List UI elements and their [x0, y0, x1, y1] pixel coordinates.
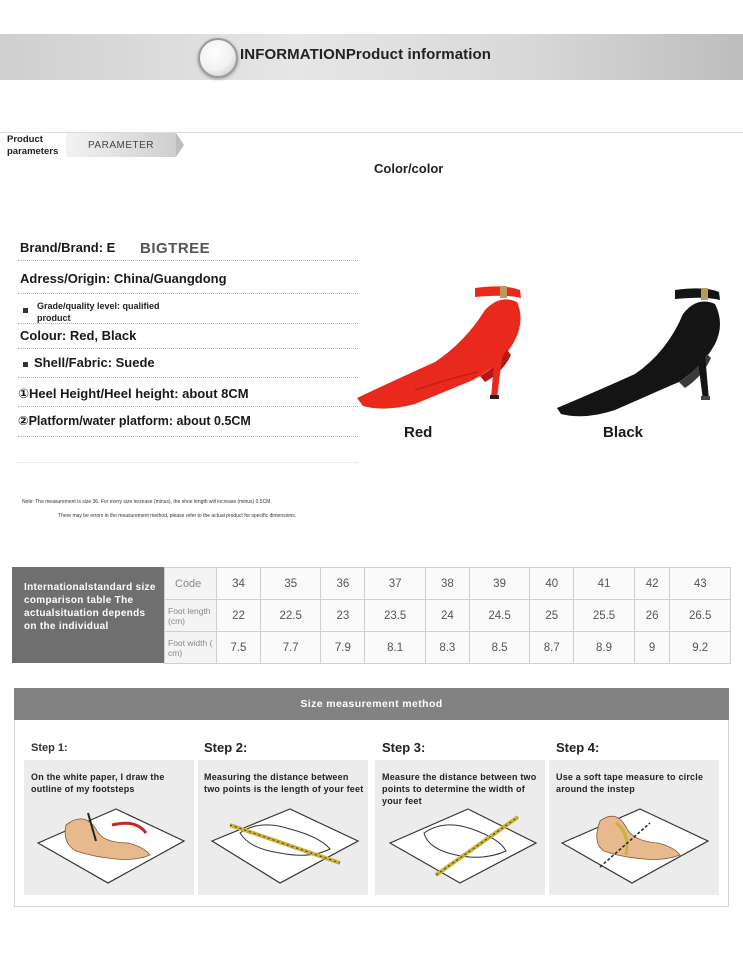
- size-cell: 22.5: [260, 600, 320, 632]
- spec-shell: Shell/Fabric: Suede: [34, 355, 155, 370]
- parameter-label-line1: Product: [7, 134, 43, 145]
- size-cell: 34: [217, 568, 261, 600]
- spec-grade: [37, 300, 160, 324]
- step-4-text: Use a soft tape measure to circle around the instep: [556, 772, 704, 794]
- size-cell: 26: [634, 600, 670, 632]
- size-cell: 23: [321, 600, 365, 632]
- spec-divider: [18, 406, 358, 407]
- spec-grade-line1: Grade/quality level: qualified: [37, 301, 160, 311]
- step-2-text: Measuring the distance between two points is the length of your feet: [204, 772, 364, 794]
- brand-name: BIGTREE: [140, 240, 211, 257]
- page-title: [240, 46, 491, 63]
- spec-divider: [18, 323, 358, 324]
- size-cell: 22: [217, 600, 261, 632]
- black-shoe-image: [555, 282, 730, 417]
- bullet-icon: [23, 362, 28, 367]
- header-circle-icon: [198, 38, 238, 78]
- size-cell: 26.5: [670, 600, 731, 632]
- row-head: Foot length (cm): [165, 600, 217, 632]
- size-cell: 25: [530, 600, 574, 632]
- title-part-b: Product information: [345, 46, 492, 63]
- size-table: [164, 567, 731, 664]
- size-row-foot-length: [165, 600, 731, 632]
- row-head: Foot width ( cm): [165, 632, 217, 664]
- size-cell: 35: [260, 568, 320, 600]
- step-4-title: Step 4:: [556, 740, 600, 755]
- spec-colour: Colour: Red, Black: [20, 328, 137, 343]
- size-cell: 37: [365, 568, 425, 600]
- spec-origin: Adress/Origin: China/Guangdong: [20, 271, 227, 286]
- size-row-code: [165, 568, 731, 600]
- spec-brand: Brand/Brand: E: [20, 240, 116, 255]
- spec-grade-line2: product: [37, 313, 71, 323]
- size-cell: 8.7: [530, 632, 574, 664]
- black-color-label: Black: [603, 424, 644, 441]
- parameter-tab: [66, 133, 176, 157]
- step-3-title: Step 3:: [382, 740, 426, 755]
- size-cell: 38: [425, 568, 469, 600]
- size-cell: 42: [634, 568, 670, 600]
- spec-divider: [18, 348, 358, 349]
- spec-divider: [18, 436, 358, 437]
- size-cell: 9.2: [670, 632, 731, 664]
- measurement-method-title: Size measurement method: [300, 698, 443, 710]
- step-3-illustration: [388, 803, 538, 885]
- step-1-title: Step 1:: [31, 742, 68, 754]
- parameter-tab-label: PARAMETER: [88, 140, 154, 151]
- size-cell: 8.3: [425, 632, 469, 664]
- size-row-foot-width: [165, 632, 731, 664]
- size-cell: 7.9: [321, 632, 365, 664]
- size-cell: 24.5: [469, 600, 529, 632]
- size-cell: 36: [321, 568, 365, 600]
- step-1-text: On the white paper, I draw the outline of my footsteps: [31, 772, 165, 794]
- step-4-illustration: [560, 803, 710, 885]
- size-cell: 7.7: [260, 632, 320, 664]
- red-shoe-image: [355, 280, 530, 415]
- step-2-illustration: [210, 803, 360, 885]
- color-section-title: Color/color: [374, 161, 444, 176]
- size-cell: 9: [634, 632, 670, 664]
- row-head: Code: [165, 568, 217, 600]
- size-cell: 8.1: [365, 632, 425, 664]
- parameter-label-line2: parameters: [7, 146, 59, 157]
- step-3-text: Measure the distance between two points to determine the width of your feet: [382, 772, 537, 806]
- step-2-title: Step 2:: [204, 740, 248, 755]
- spec-divider: [18, 462, 358, 463]
- step-1-illustration: [36, 803, 186, 885]
- spec-heel: ①Heel Height/Heel height: about 8CM: [18, 386, 249, 401]
- bullet-icon: [23, 308, 28, 313]
- size-cell: 8.5: [469, 632, 529, 664]
- title-part-a: INFORMATION: [240, 46, 346, 63]
- size-cell: 24: [425, 600, 469, 632]
- size-cell: 43: [670, 568, 731, 600]
- size-cell: 40: [530, 568, 574, 600]
- red-color-label: Red: [404, 424, 433, 441]
- size-cell: 8.9: [574, 632, 634, 664]
- spec-divider: [18, 260, 358, 261]
- spec-platform: ②Platform/water platform: about 0.5CM: [18, 414, 251, 428]
- size-cell: 39: [469, 568, 529, 600]
- size-cell: 41: [574, 568, 634, 600]
- size-cell: 7.5: [217, 632, 261, 664]
- size-cell: 25.5: [574, 600, 634, 632]
- size-table-label: [12, 567, 164, 663]
- measurement-note: Note: The measurement is size 36. For every size increase (minus), the shoe length will increase (minus) 0.5CM.: [22, 499, 272, 505]
- measurement-method-header: [14, 688, 729, 720]
- size-table-label-text: Internationalstandard size comparison table The actualsituation depends on the individual: [24, 582, 156, 632]
- parameter-label: [7, 134, 58, 158]
- size-cell: 23.5: [365, 600, 425, 632]
- spec-divider: [18, 377, 358, 378]
- spec-divider: [18, 293, 358, 294]
- error-note: There may be errors in the measurement method, please refer to the actual product for specific dimensions.: [58, 513, 297, 519]
